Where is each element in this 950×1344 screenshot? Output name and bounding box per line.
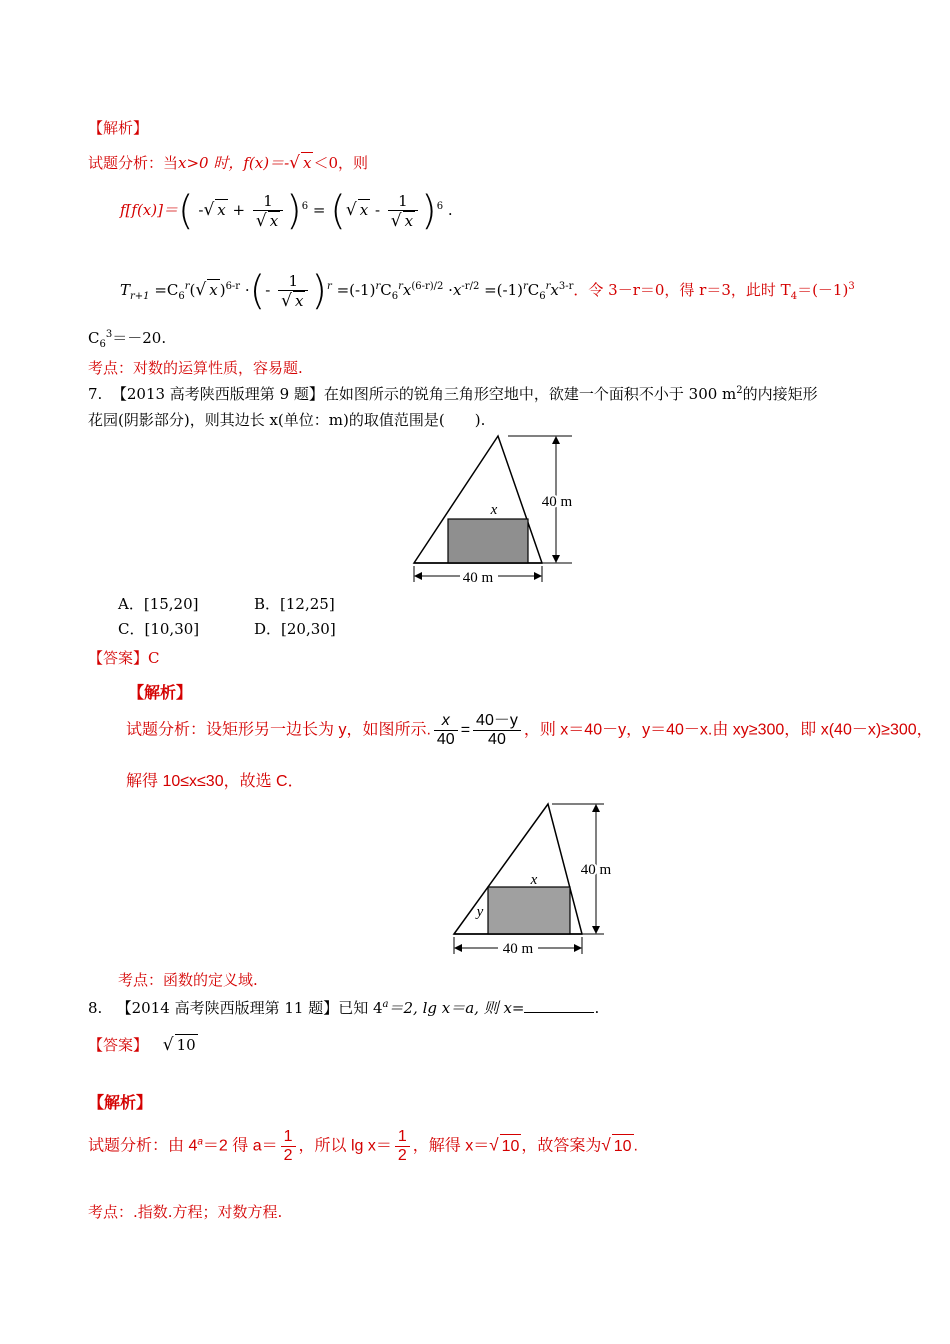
analysis-7-line-1: 试题分析：设矩形另一边长为 y，如图所示. $\frac{x}{40}$ = $\frac{40-y}{40}$ ，则 x＝40－y，y＝40－x.由 xy≥300，即 x(40－x)≥300， [126, 712, 933, 748]
question-7-line-1: 7. 【2013 高考陕西版理第 9 题】在如图所示的锐角三角形空地中，欲建一个面积不小于 300 $m^2$的内接矩形 [88, 385, 818, 403]
figure1-height-label: 40 m [541, 494, 573, 510]
answer-7: 【答案】C [88, 649, 160, 667]
figure1-x-label: x [490, 502, 498, 518]
figure2-base-label: 40 m [502, 941, 534, 957]
analysis-7-label: 【解析】 [128, 685, 193, 702]
analysis-8-label: 【解析】 [88, 1095, 153, 1112]
figure2-height-label: 40 m [580, 862, 612, 878]
option-a: A．[15,20] [118, 595, 199, 613]
question-7-line-2: 花园(阴影部分)，则其边长 x(单位：m)的取值范围是( ). [88, 411, 486, 429]
analysis-line-3: $T_{r+1} =C_6^r(√$ x )$^{6-r}$ ·(- $\frac{1}{√ x}$ )$^r =(-1)^rC_6^rx^{(6-r)/2} \cdot x^{-r/2} =(-1)^rC_6^rx^{3-r}$．令 3－r＝0，得 r＝3，此时 $T_4=(-1)^3$ [120, 268, 855, 314]
option-d: D．[20,30] [254, 620, 336, 638]
kaodian-7: 考点：函数的定义域. [118, 971, 258, 989]
triangle-figure-1 [400, 430, 590, 590]
option-c: C．[10,30] [118, 620, 200, 638]
question-8: 8. 【2014 高考陕西版理第 11 题】已知 $4^a=2$, lg x＝a, 则 x= . [88, 999, 600, 1017]
analysis-line-4: $C_6^3=-20$. [88, 329, 167, 350]
answer-blank [524, 998, 594, 1013]
option-b: B．[12,25] [254, 595, 335, 613]
analysis-line-1: 试题分析：当x>0 时，f(x)＝-√ x ＜0，则 [88, 153, 369, 173]
figure2-y-label: y [476, 904, 484, 920]
analysis-label: 【解析】 [88, 119, 149, 137]
figure2-x-label: x [530, 872, 538, 888]
analysis-7-line-2: 解得 10≤x≤30，故选 C． [126, 773, 304, 790]
analysis-8-line-1: 试题分析：由 $4^a=2$ 得 a＝ $\frac{1}{2}$ ，所以 lg x＝ $\frac{1}{2}$ ，解得 x＝√ 10 ，故答案为√ 10 . [88, 1128, 638, 1164]
kaodian-8: 考点：.指数.方程；对数方程. [88, 1203, 283, 1221]
answer-8: 【答案】 √ 10 [88, 1035, 196, 1055]
analysis-line-2: f[f(x)]＝( -√ x + $\frac{1}{√ x}$ )$^6$ = (√ x - $\frac{1}{√ x}$ )$^6$ . [120, 188, 453, 234]
figure1-base-label: 40 m [462, 570, 494, 586]
kaodian-1: 考点：对数的运算性质，容易题. [88, 359, 303, 377]
triangle-figure-2 [440, 798, 630, 960]
